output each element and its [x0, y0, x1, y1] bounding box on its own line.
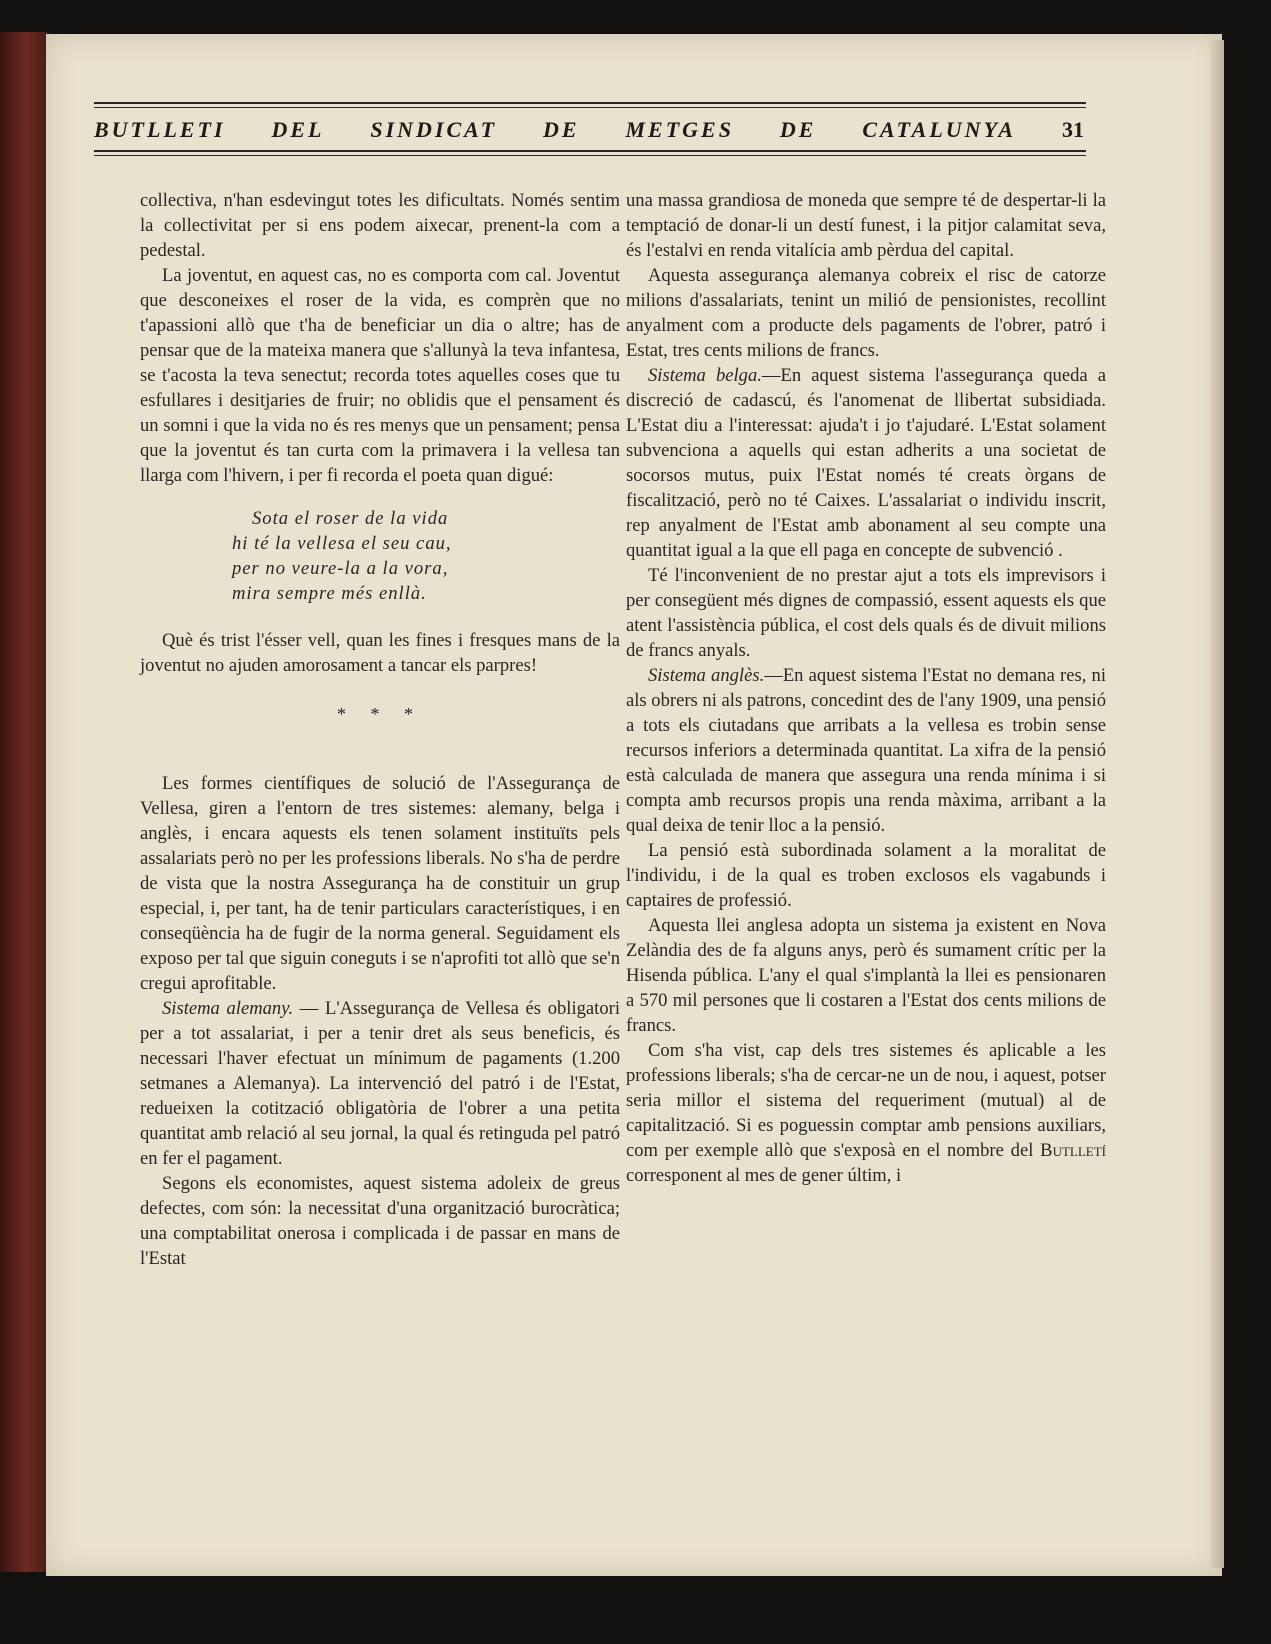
poem-line: Sota el roser de la vida	[252, 508, 449, 529]
journal-title	[94, 114, 1086, 146]
header-word: DE	[543, 117, 580, 142]
header-word: DE	[779, 117, 817, 142]
paragraph: collectiva, n'han esdevingut totes les dificultats. Només sentim la collectivitat per si ens podem aixecar, prenent-la com a pedestal.	[140, 190, 620, 261]
header-word: CATALUNYA	[862, 117, 1017, 142]
journal-name: Butlletí	[1040, 1140, 1106, 1161]
running-header	[94, 74, 1086, 158]
paragraph-text: — L'Assegurança de Vellesa és obligatori per a tot assalariat, i per a tenir dret als seus beneficis, és necessari l'haver efectuat un mínimum de pagaments (1.200 setmanes a Alemanya). La intervenció del patró i de l'Estat, redueixen la cotització obligatòria de l'obrer a una petita quantitat amb relació al seu jornal, la qual és retinguda pel patró en fer el pagament.	[140, 998, 620, 1169]
run-in-heading: Sistema anglès.	[648, 665, 765, 686]
header-word: SINDICAT	[370, 117, 498, 142]
right-column	[626, 188, 1106, 1188]
header-word: BUTLLETI	[94, 117, 226, 142]
paragraph-text: Com s'ha vist, cap dels tres sistemes és aplicable a les professions liberals; s'ha de cercar-ne un de nou, i aquest, potser seria millor el sistema del requeriment (mutual) al de capitalització. Si es poguessin comptar amb pensions auxiliars, com per exemple allò que s'exposà en el nombre del	[626, 1040, 1106, 1161]
run-in-heading: Sistema belga.	[648, 365, 762, 386]
poem	[140, 506, 620, 606]
poem-line: per no veure-la a la vora,	[232, 558, 449, 579]
book-spine	[0, 32, 48, 1572]
paragraph: Té l'inconvenient de no prestar ajut a tots els imprevisors i per consegüent més dignes de compassió, essent aquests els que atent l'assistència pública, el cost dels quals és de divuit milions de francs anyals.	[626, 565, 1106, 661]
page-edge	[1210, 40, 1224, 1568]
paragraph: Segons els economistes, aquest sistema adoleix de greus defectes, com són: la necessitat d'una organització burocràtica; una comptabilitat onerosa i complicada i de passar en mans de l'Estat	[140, 1173, 620, 1269]
paragraph	[626, 663, 1106, 838]
paragraph: Aquesta assegurança alemanya cobreix el risc de catorze milions d'assalariats, tenint un milió de pensionistes, recollint anyalment com a producte dels pagaments de l'obrer, patró i Estat, tres cents milions de francs.	[626, 265, 1106, 361]
paragraph: La pensió està subordinada solament a la moralitat de l'individu, i de la qual es troben exclosos els vagabunds i captaires de professió.	[626, 840, 1106, 911]
left-column	[140, 188, 620, 1271]
header-rule-bottom	[94, 150, 1086, 152]
paragraph: una massa grandiosa de moneda que sempre té de despertar-li la temptació de donar-li un destí funest, i la pitjor calamitat seva, és l'estalvi en renda vitalícia amb pèrdua del capital.	[626, 190, 1106, 261]
run-in-heading: Sistema alemany.	[162, 998, 294, 1019]
paragraph	[626, 1038, 1106, 1188]
header-word: METGES	[625, 117, 734, 142]
paragraph: La joventut, en aquest cas, no es comporta com cal. Joventut que desconeixes el roser de la vida, es comprèn que no t'apassioni allò que t'ha de beneficiar un dia o altre; has de pensar que de la mateixa manera que s'allunyà la teva infantesa, se t'acosta la teva senectut; recorda totes aquelles coses que tu esfullares i desitjaries de fruir; no oblidis que el pensament és un somni i que la vida no és res menys que un pensament; pensa que la joventut és tan curta com la primavera i la vellesa tan llarga com l'hivern, i per fi recorda el poeta quan digué:	[140, 265, 620, 486]
header-rule-bottom-thin	[94, 155, 1086, 156]
paragraph-text: corresponent al mes de gener últim, i	[626, 1165, 902, 1186]
page-number: 31	[1061, 117, 1084, 142]
section-separator: * * *	[337, 704, 423, 724]
paragraph-text: —En aquest sistema l'assegurança queda a discreció de cadascú, és l'anomenat de llibertat subsidiada. L'Estat diu a l'interessat: ajuda't i jo t'ajudaré. L'Estat solament subvenciona a aquells qui estan adherits a una societat de socorsos mutus, puix l'Estat només té creats òrgans de fiscalització, però no té Caixes. L'assalariat o individu inscrit, rep anyalment de l'Estat amb abonament al seu compte una quantitat igual a la que ell paga en concepte de subvenció .	[626, 365, 1107, 561]
poem-line: mira sempre més enllà.	[232, 583, 427, 604]
paragraph: Aquesta llei anglesa adopta un sistema ja existent en Nova Zelàndia des de fa alguns anys, però és sumament crític per la Hisenda pública. L'any el qual s'implantà la llei es pensionaren a 570 mil persones que li costaren a l'Estat dos cents milions de francs.	[626, 915, 1106, 1036]
header-rule-top-thin	[94, 107, 1086, 108]
paragraph	[140, 996, 620, 1171]
poem-line: hi té la vellesa el seu cau,	[232, 533, 452, 554]
paragraph	[626, 363, 1106, 563]
paragraph: Què és trist l'ésser vell, quan les fines i fresques mans de la joventut no ajuden amorosament a tancar els parpres!	[140, 630, 620, 676]
header-word: DEL	[271, 117, 325, 142]
header-rule-top	[94, 102, 1086, 104]
paragraph-text: —En aquest sistema l'Estat no demana res, ni als obrers ni als patrons, concedint des de l'any 1909, una pensió a tots els ciutadans que arribats a la vellesa es trobin sense recursos inferiors a determinada quantitat. La xifra de la pensió està calculada de manera que assegura una renda mínima i si compta amb recursos propis una renda màxima, arribant a la qual deixa de tenir lloc a la pensió.	[626, 665, 1106, 836]
paragraph: Les formes científiques de solució de l'Assegurança de Vellesa, giren a l'entorn de tres sistemes: alemany, belga i anglès, i encara aquests els tenen solament instituïts pels assalariats però no per les professions liberals. No s'ha de perdre de vista que la nostra Assegurança ha de constituir un grup especial, i, per tant, ha de tenir particulars característiques, i en conseqüència ha de fugir de la norma general. Seguidament els exposo per tal que siguin coneguts i se n'aprofiti tot allò que se'n cregui aprofitable.	[140, 773, 620, 994]
